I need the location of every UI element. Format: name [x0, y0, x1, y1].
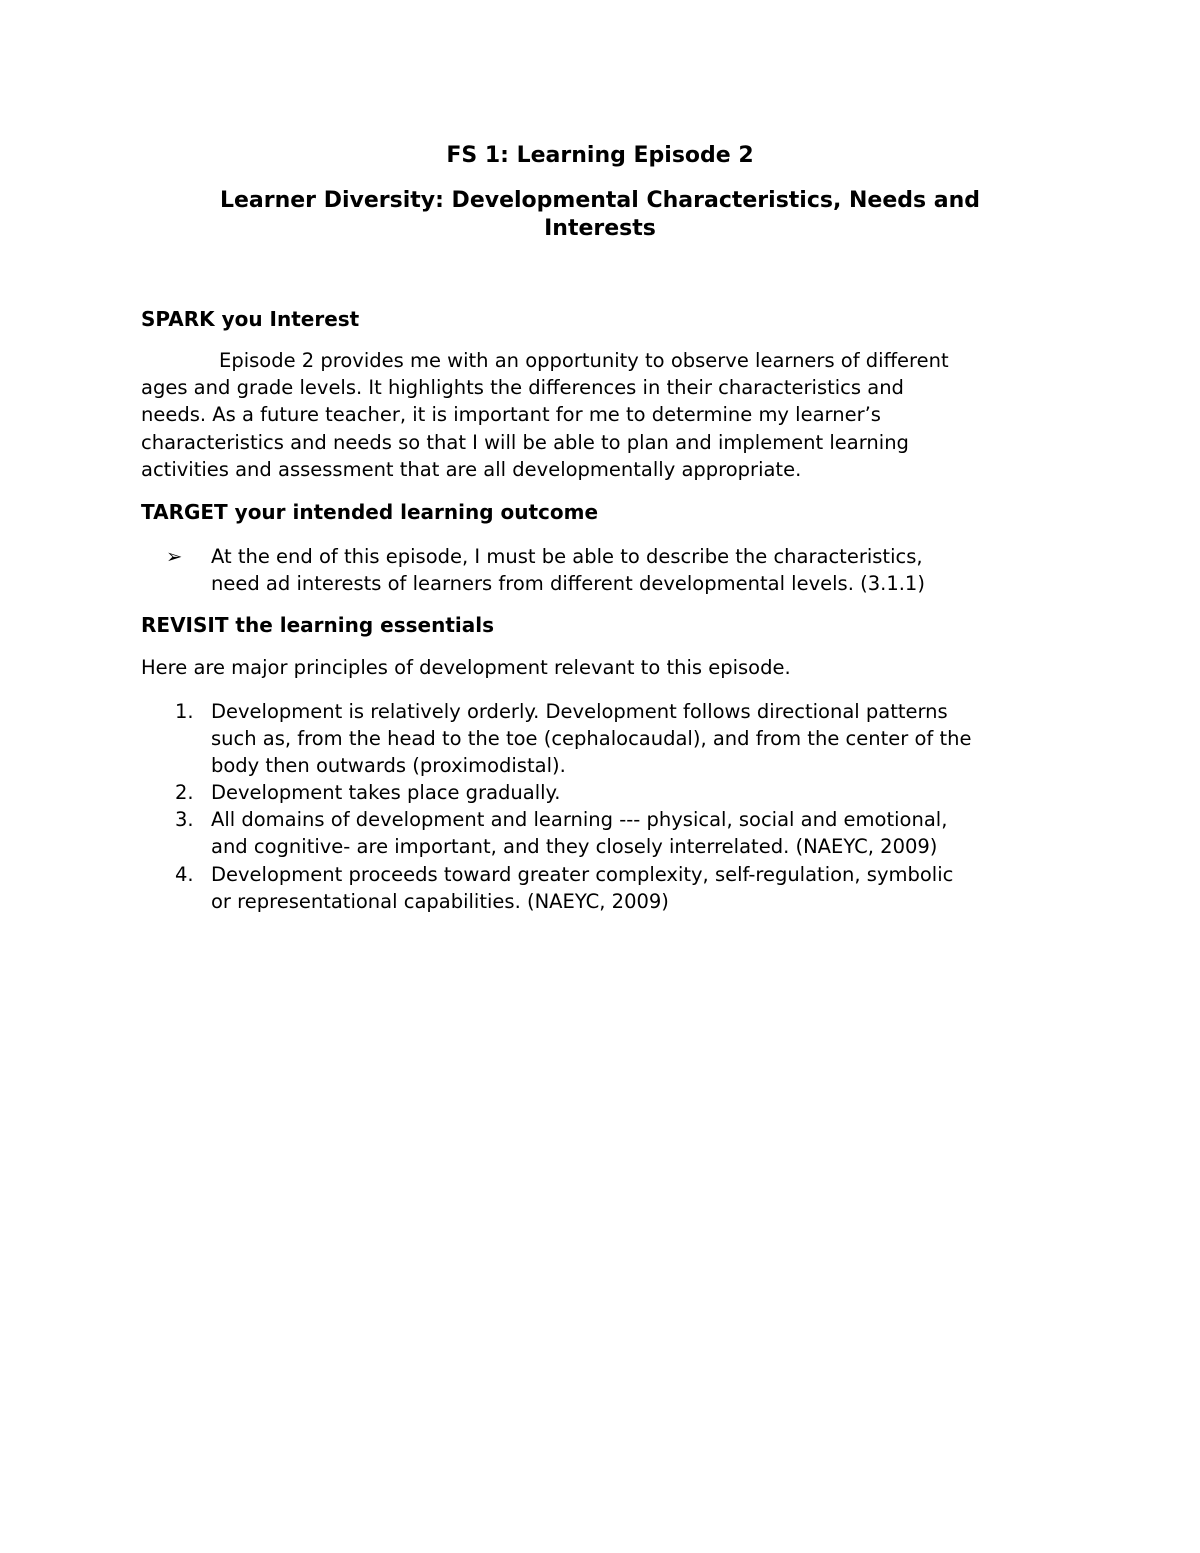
- list-item-number: 4.: [175, 863, 194, 886]
- revisit-intro: [141, 654, 1061, 681]
- subtitle-line-2: Interests: [544, 216, 656, 241]
- arrowhead-bullet-icon: ➢: [166, 545, 183, 568]
- document-title: FS 1: Learning Episode 2: [446, 143, 754, 168]
- list-item-number: 2.: [175, 781, 194, 804]
- list-item: [211, 698, 1091, 779]
- list-item: [211, 779, 1091, 806]
- list-item-line: or representational capabilities. (NAEYC, 2009): [211, 890, 669, 913]
- bullet-line: At the end of this episode, I must be able to describe the characteristics,: [211, 545, 923, 568]
- list-item-line: body then outwards (proximodistal).: [211, 754, 566, 777]
- list-item-line: Development takes place gradually.: [211, 781, 561, 804]
- target-heading: TARGET your intended learning outcome: [141, 500, 599, 524]
- spark-paragraph: [141, 347, 1061, 483]
- list-item-number: 1.: [175, 700, 194, 723]
- paragraph-line: characteristics and needs so that I will be able to plan and implement learning: [141, 430, 909, 454]
- document-subtitle: [0, 187, 1200, 243]
- paragraph-line: needs. As a future teacher, it is important for me to determine my learner’s: [141, 403, 881, 427]
- list-item: [211, 806, 1091, 860]
- list-item-line: and cognitive- are important, and they closely interrelated. (NAEYC, 2009): [211, 835, 938, 858]
- paragraph-line: Episode 2 provides me with an opportunity to observe learners of different: [219, 349, 949, 372]
- list-item-number: 3.: [175, 808, 194, 831]
- bullet-line: need ad interests of learners from different developmental levels. (3.1.1): [211, 572, 925, 595]
- subtitle-line-1: Learner Diversity: Developmental Characteristics, Needs and: [219, 188, 981, 213]
- list-item-line: Development is relatively orderly. Development follows directional patterns: [211, 700, 948, 723]
- paragraph-line: activities and assessment that are all developmentally appropriate.: [141, 457, 802, 481]
- revisit-heading: REVISIT the learning essentials: [141, 613, 494, 637]
- intro-line: Here are major principles of development relevant to this episode.: [141, 656, 791, 679]
- list-item-line: Development proceeds toward greater complexity, self-regulation, symbolic: [211, 863, 954, 886]
- list-item-line: All domains of development and learning --- physical, social and emotional,: [211, 808, 948, 831]
- paragraph-line: ages and grade levels. It highlights the differences in their characteristics and: [141, 376, 904, 400]
- spark-heading: SPARK you Interest: [141, 307, 360, 331]
- list-item: [211, 861, 1091, 915]
- list-item-line: such as, from the head to the toe (cephalocaudal), and from the center of the: [211, 727, 972, 750]
- target-bullet-text: [211, 543, 1071, 597]
